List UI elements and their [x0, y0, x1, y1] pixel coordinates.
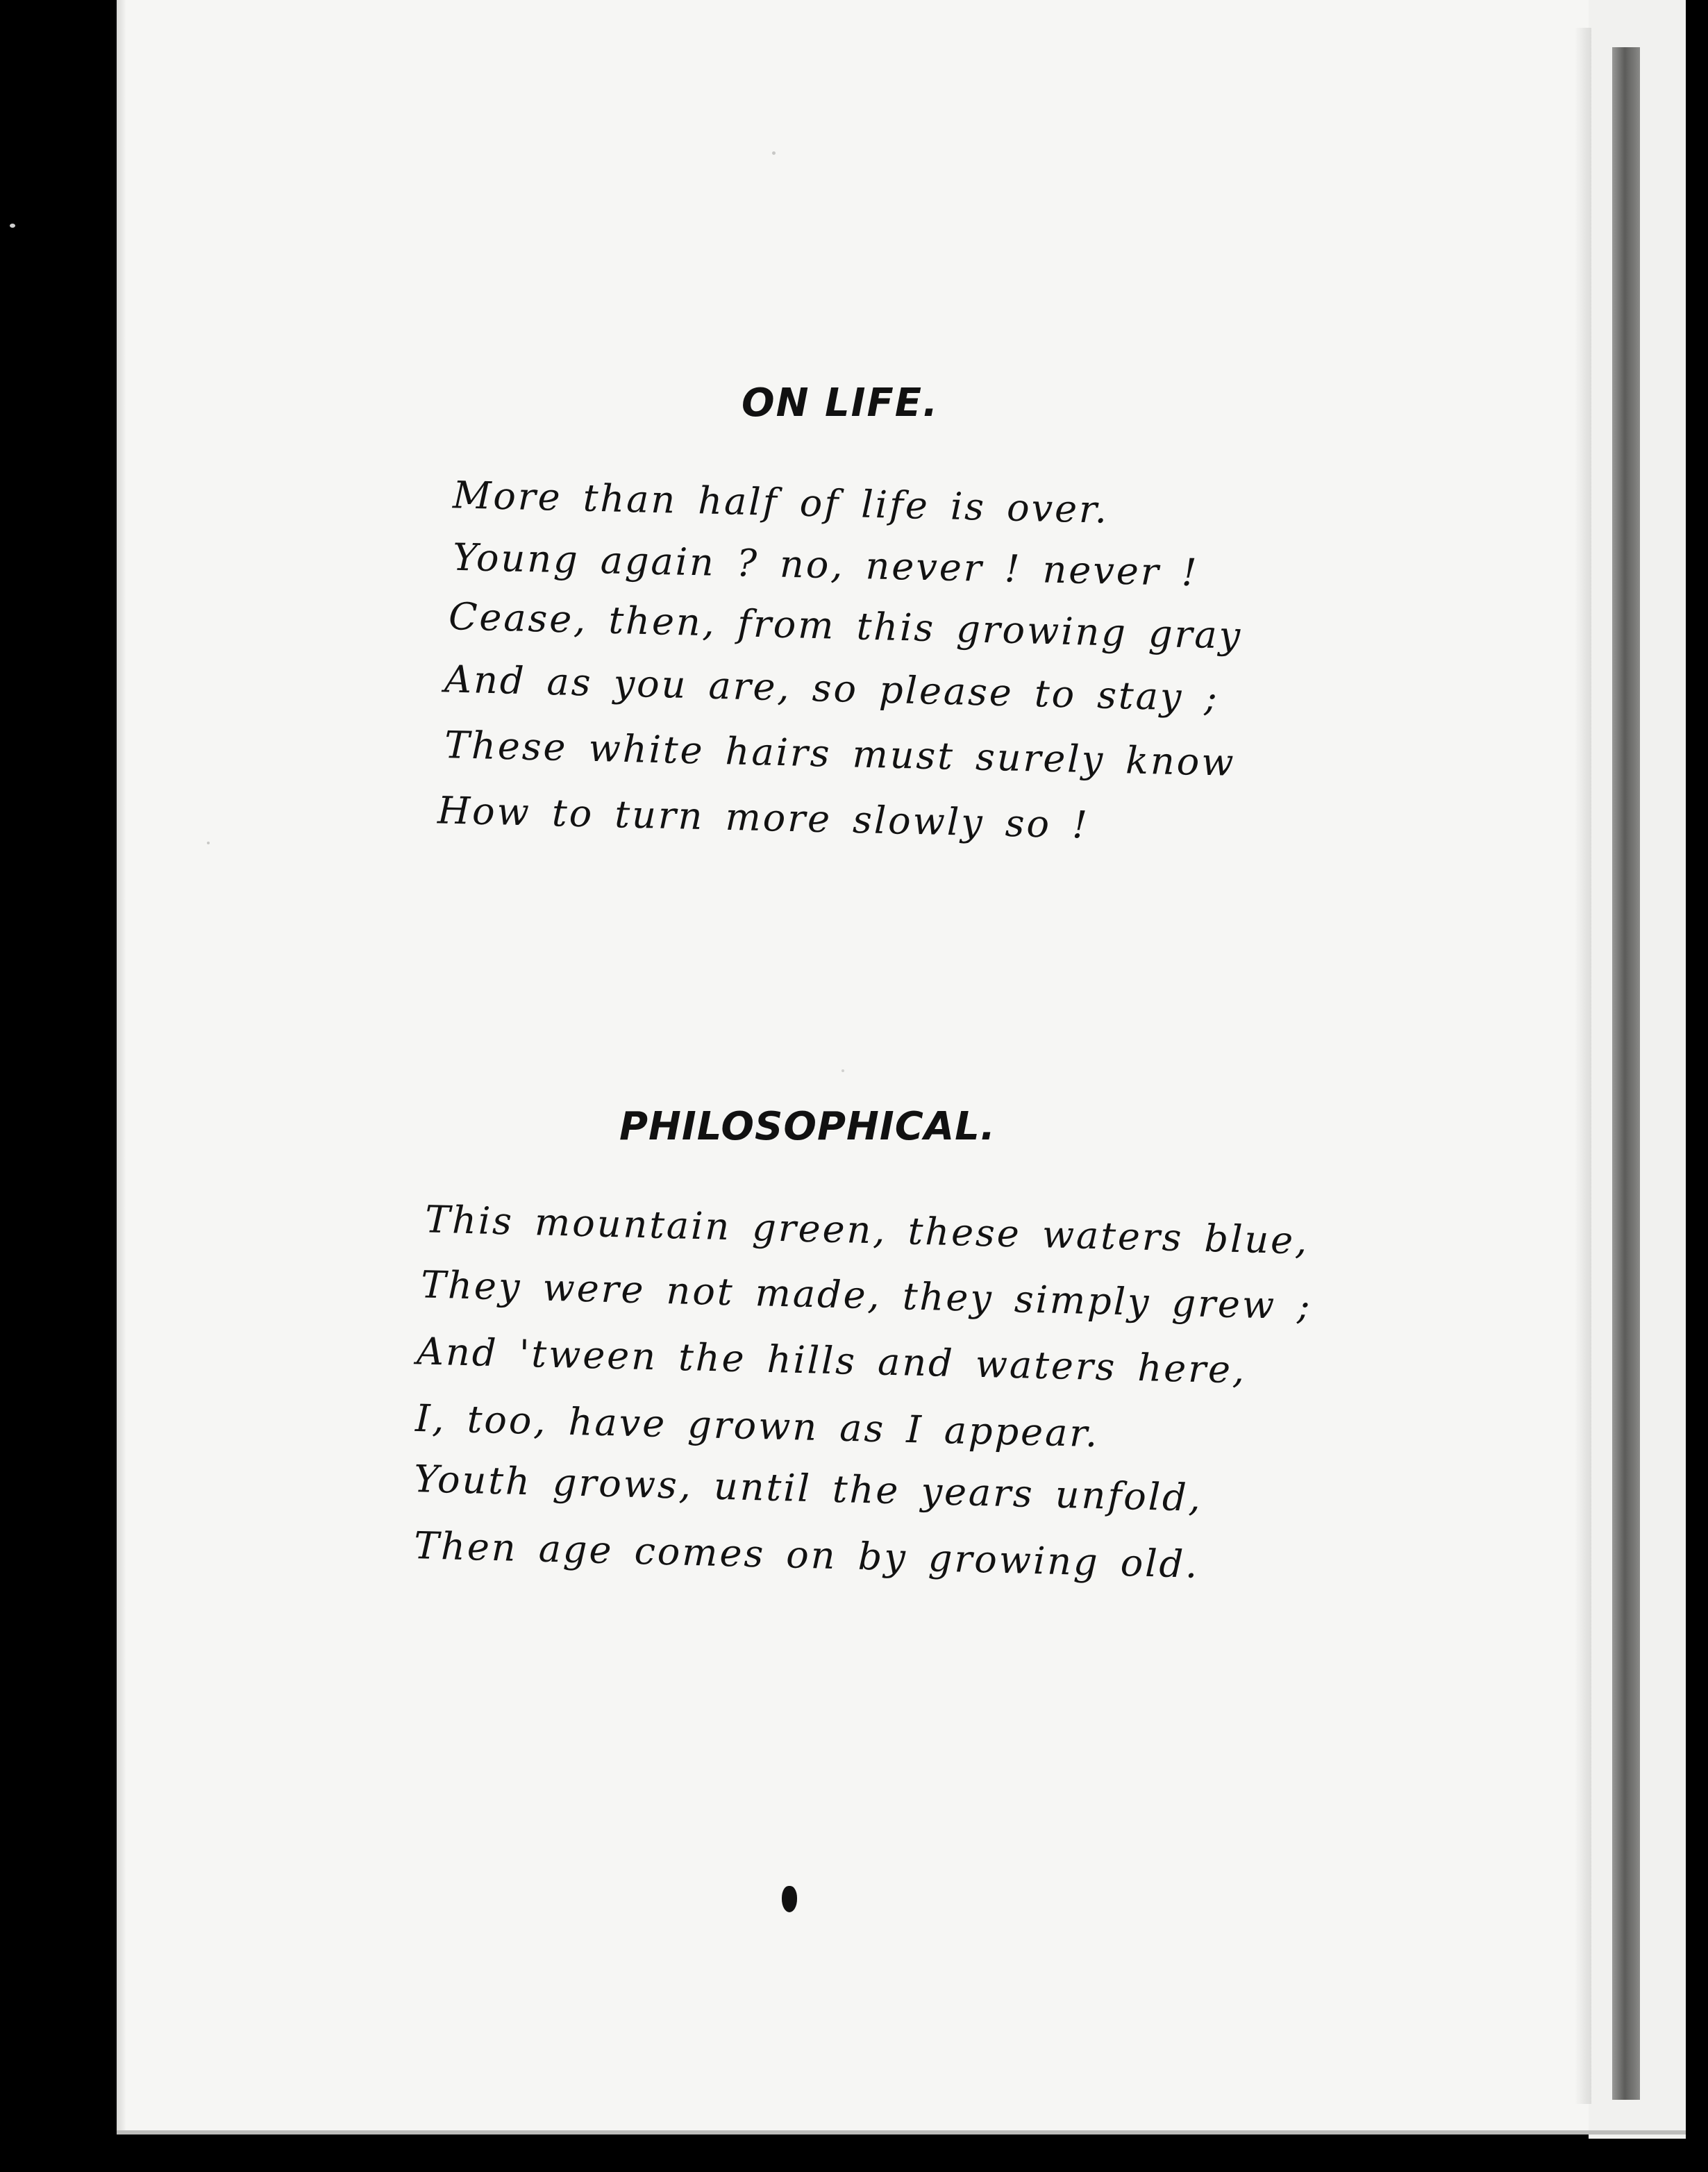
- page-number-mark: [782, 1886, 797, 1912]
- dust-speck: [842, 1069, 844, 1072]
- poem-1-line-1: More than half of life is over.: [452, 473, 1110, 532]
- poem-2-line-4: I, too, have grown as I appear.: [415, 1396, 1100, 1456]
- page-gutter: [1575, 28, 1591, 2104]
- poem-1-line-4: And as you are, so please to stay ;: [444, 657, 1220, 720]
- binding-shadow: [1612, 47, 1640, 2100]
- poem-2-line-6: Then age comes on by growing old.: [413, 1523, 1200, 1587]
- poem-2-line-5: Youth grows, until the years unfold,: [413, 1457, 1203, 1520]
- poem-2-line-1: This mountain green, these waters blue,: [424, 1197, 1310, 1263]
- poem-1-line-3: Cease, then, from this growing gray: [448, 594, 1243, 658]
- poem-2-line-3: And 'tween the hills and waters here,: [416, 1329, 1247, 1392]
- dust-speck: [772, 151, 776, 155]
- poem-title-on-life: ON LIFE.: [742, 381, 939, 426]
- poem-1-line-5: These white hairs must surely know: [444, 723, 1237, 785]
- poem-title-philosophical: PHILOSOPHICAL.: [619, 1104, 996, 1149]
- dust-speck: [10, 224, 15, 228]
- page-bottom-edge: [117, 2130, 1686, 2135]
- poem-2-line-2: They were not made, they simply grew ;: [420, 1262, 1313, 1328]
- dust-speck: [207, 842, 210, 844]
- page-left-edge: [117, 0, 126, 2130]
- book-page: [117, 0, 1589, 2130]
- poem-1-line-6: How to turn more slowly so !: [437, 788, 1090, 847]
- poem-1-line-2: Young again ? no, never ! never !: [452, 535, 1200, 595]
